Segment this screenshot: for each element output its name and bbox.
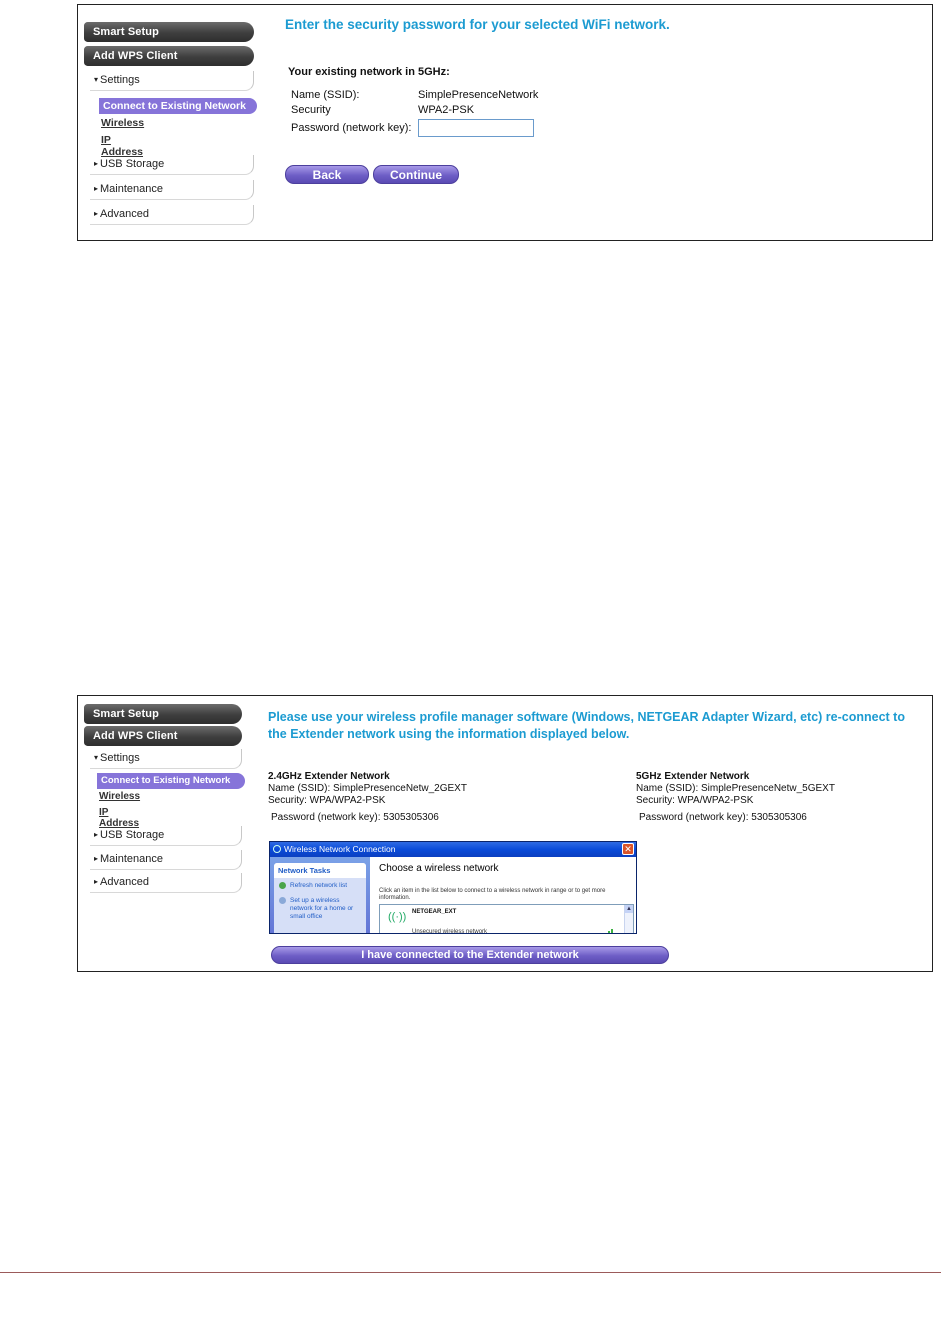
sidebar-item-connect-existing[interactable]: Connect to Existing Network xyxy=(97,773,245,789)
xp-network-status: Unsecured wireless network xyxy=(412,929,488,934)
smart-setup-button[interactable]: Smart Setup xyxy=(84,704,242,724)
sidebar-link-ip-address[interactable]: IP Address xyxy=(101,134,144,158)
usb-storage-label: USB Storage xyxy=(100,829,165,841)
maintenance-label: Maintenance xyxy=(100,183,164,195)
xp-title-bar xyxy=(270,842,636,857)
continue-button[interactable]: Continue xyxy=(373,165,459,184)
wifi-antenna-icon: ((·)) xyxy=(388,911,407,923)
wireless-network-connection-screenshot xyxy=(269,841,637,934)
password-screen-panel xyxy=(77,4,933,241)
net24-title: 2.4GHz Extender Network xyxy=(268,771,390,782)
xp-task-setup: Set up a wireless network for a home or small office xyxy=(274,890,366,921)
sidebar-link-wireless[interactable]: Wireless xyxy=(99,791,141,802)
ssid-value: SimplePresenceNetwork xyxy=(418,89,539,101)
net5-security: Security: WPA/WPA2-PSK xyxy=(636,795,754,806)
net5-password: Password (network key): 5305305306 xyxy=(639,812,807,823)
network-band-label: Your existing network in 5GHz: xyxy=(288,66,450,78)
sidebar-item-settings[interactable] xyxy=(90,749,242,769)
connected-to-extender-button[interactable]: I have connected to the Extender network xyxy=(271,946,669,964)
sidebar-item-advanced[interactable] xyxy=(90,873,242,893)
net24-security: Security: WPA/WPA2-PSK xyxy=(268,795,386,806)
scroll-up-icon: ▲ xyxy=(626,906,632,912)
advanced-label: Advanced xyxy=(100,876,149,888)
wifi-icon xyxy=(273,845,281,853)
net5-title: 5GHz Extender Network xyxy=(636,771,750,782)
security-value: WPA2-PSK xyxy=(418,104,475,116)
refresh-icon xyxy=(279,882,286,889)
sidebar-link-wireless[interactable]: Wireless xyxy=(101,117,145,129)
close-icon: ✕ xyxy=(622,843,634,855)
sidebar-item-usb-storage[interactable] xyxy=(90,826,242,846)
sidebar-link-ip-address[interactable]: IP Address xyxy=(99,807,140,829)
settings-label: Settings xyxy=(100,74,140,86)
sidebar-item-usb-storage[interactable] xyxy=(90,155,254,175)
xp-network-tasks xyxy=(274,863,366,933)
add-wps-client-button[interactable]: Add WPS Client xyxy=(84,726,242,746)
settings-label: Settings xyxy=(100,752,140,764)
reconnect-screen-panel xyxy=(77,695,933,972)
sidebar-item-maintenance[interactable] xyxy=(90,180,254,200)
usb-storage-label: USB Storage xyxy=(100,158,165,170)
xp-help-text: Click an item in the list below to connect to a wireless network in range or to get more information. xyxy=(379,888,606,901)
page-heading: Enter the security password for your selected WiFi network. xyxy=(285,17,670,32)
smart-setup-button[interactable]: Smart Setup xyxy=(84,22,254,42)
net5-ssid: Name (SSID): SimplePresenceNetw_5GEXT xyxy=(636,783,835,794)
footer-rule xyxy=(0,1272,941,1273)
sidebar-item-advanced[interactable] xyxy=(90,205,254,225)
collapsed-triangle-icon: ▸ xyxy=(94,877,99,886)
sidebar-item-connect-existing[interactable]: Connect to Existing Network xyxy=(99,98,257,114)
setup-icon xyxy=(279,897,286,904)
collapsed-triangle-icon: ▸ xyxy=(94,209,99,218)
collapsed-triangle-icon: ▸ xyxy=(94,184,99,193)
page-heading-line2: the Extender network using the information displayed below. xyxy=(268,727,630,741)
expanded-triangle-icon: ▾ xyxy=(94,753,99,762)
back-button[interactable]: Back xyxy=(285,165,369,184)
xp-choose-heading: Choose a wireless network xyxy=(379,863,499,874)
xp-content xyxy=(370,857,636,933)
net24-ssid: Name (SSID): SimplePresenceNetw_2GEXT xyxy=(268,783,467,794)
expanded-triangle-icon: ▾ xyxy=(94,75,99,84)
sidebar-item-settings[interactable] xyxy=(90,71,254,91)
page-heading-line1: Please use your wireless profile manager software (Windows, NETGEAR Adapter Wizard, etc) re-connect to xyxy=(268,710,905,724)
xp-network-list xyxy=(379,904,634,934)
security-label: Security xyxy=(291,104,331,116)
ssid-label: Name (SSID): xyxy=(291,89,360,101)
advanced-label: Advanced xyxy=(100,208,149,220)
collapsed-triangle-icon: ▸ xyxy=(94,854,99,863)
sidebar-item-maintenance[interactable] xyxy=(90,850,242,870)
xp-list-scrollbar xyxy=(624,905,633,934)
collapsed-triangle-icon: ▸ xyxy=(94,830,99,839)
collapsed-triangle-icon: ▸ xyxy=(94,159,99,168)
maintenance-label: Maintenance xyxy=(100,853,164,865)
password-label: Password (network key): xyxy=(291,122,412,134)
xp-task-refresh: Refresh network list xyxy=(274,878,366,890)
xp-window-title: Wireless Network Connection xyxy=(284,844,396,854)
add-wps-client-button[interactable]: Add WPS Client xyxy=(84,46,254,66)
xp-network-name: NETGEAR_EXT xyxy=(412,909,457,915)
xp-tasks-header: Network Tasks xyxy=(274,863,366,878)
password-input[interactable] xyxy=(418,119,534,137)
net24-password: Password (network key): 5305305306 xyxy=(271,812,439,823)
xp-task-pane xyxy=(270,857,370,933)
